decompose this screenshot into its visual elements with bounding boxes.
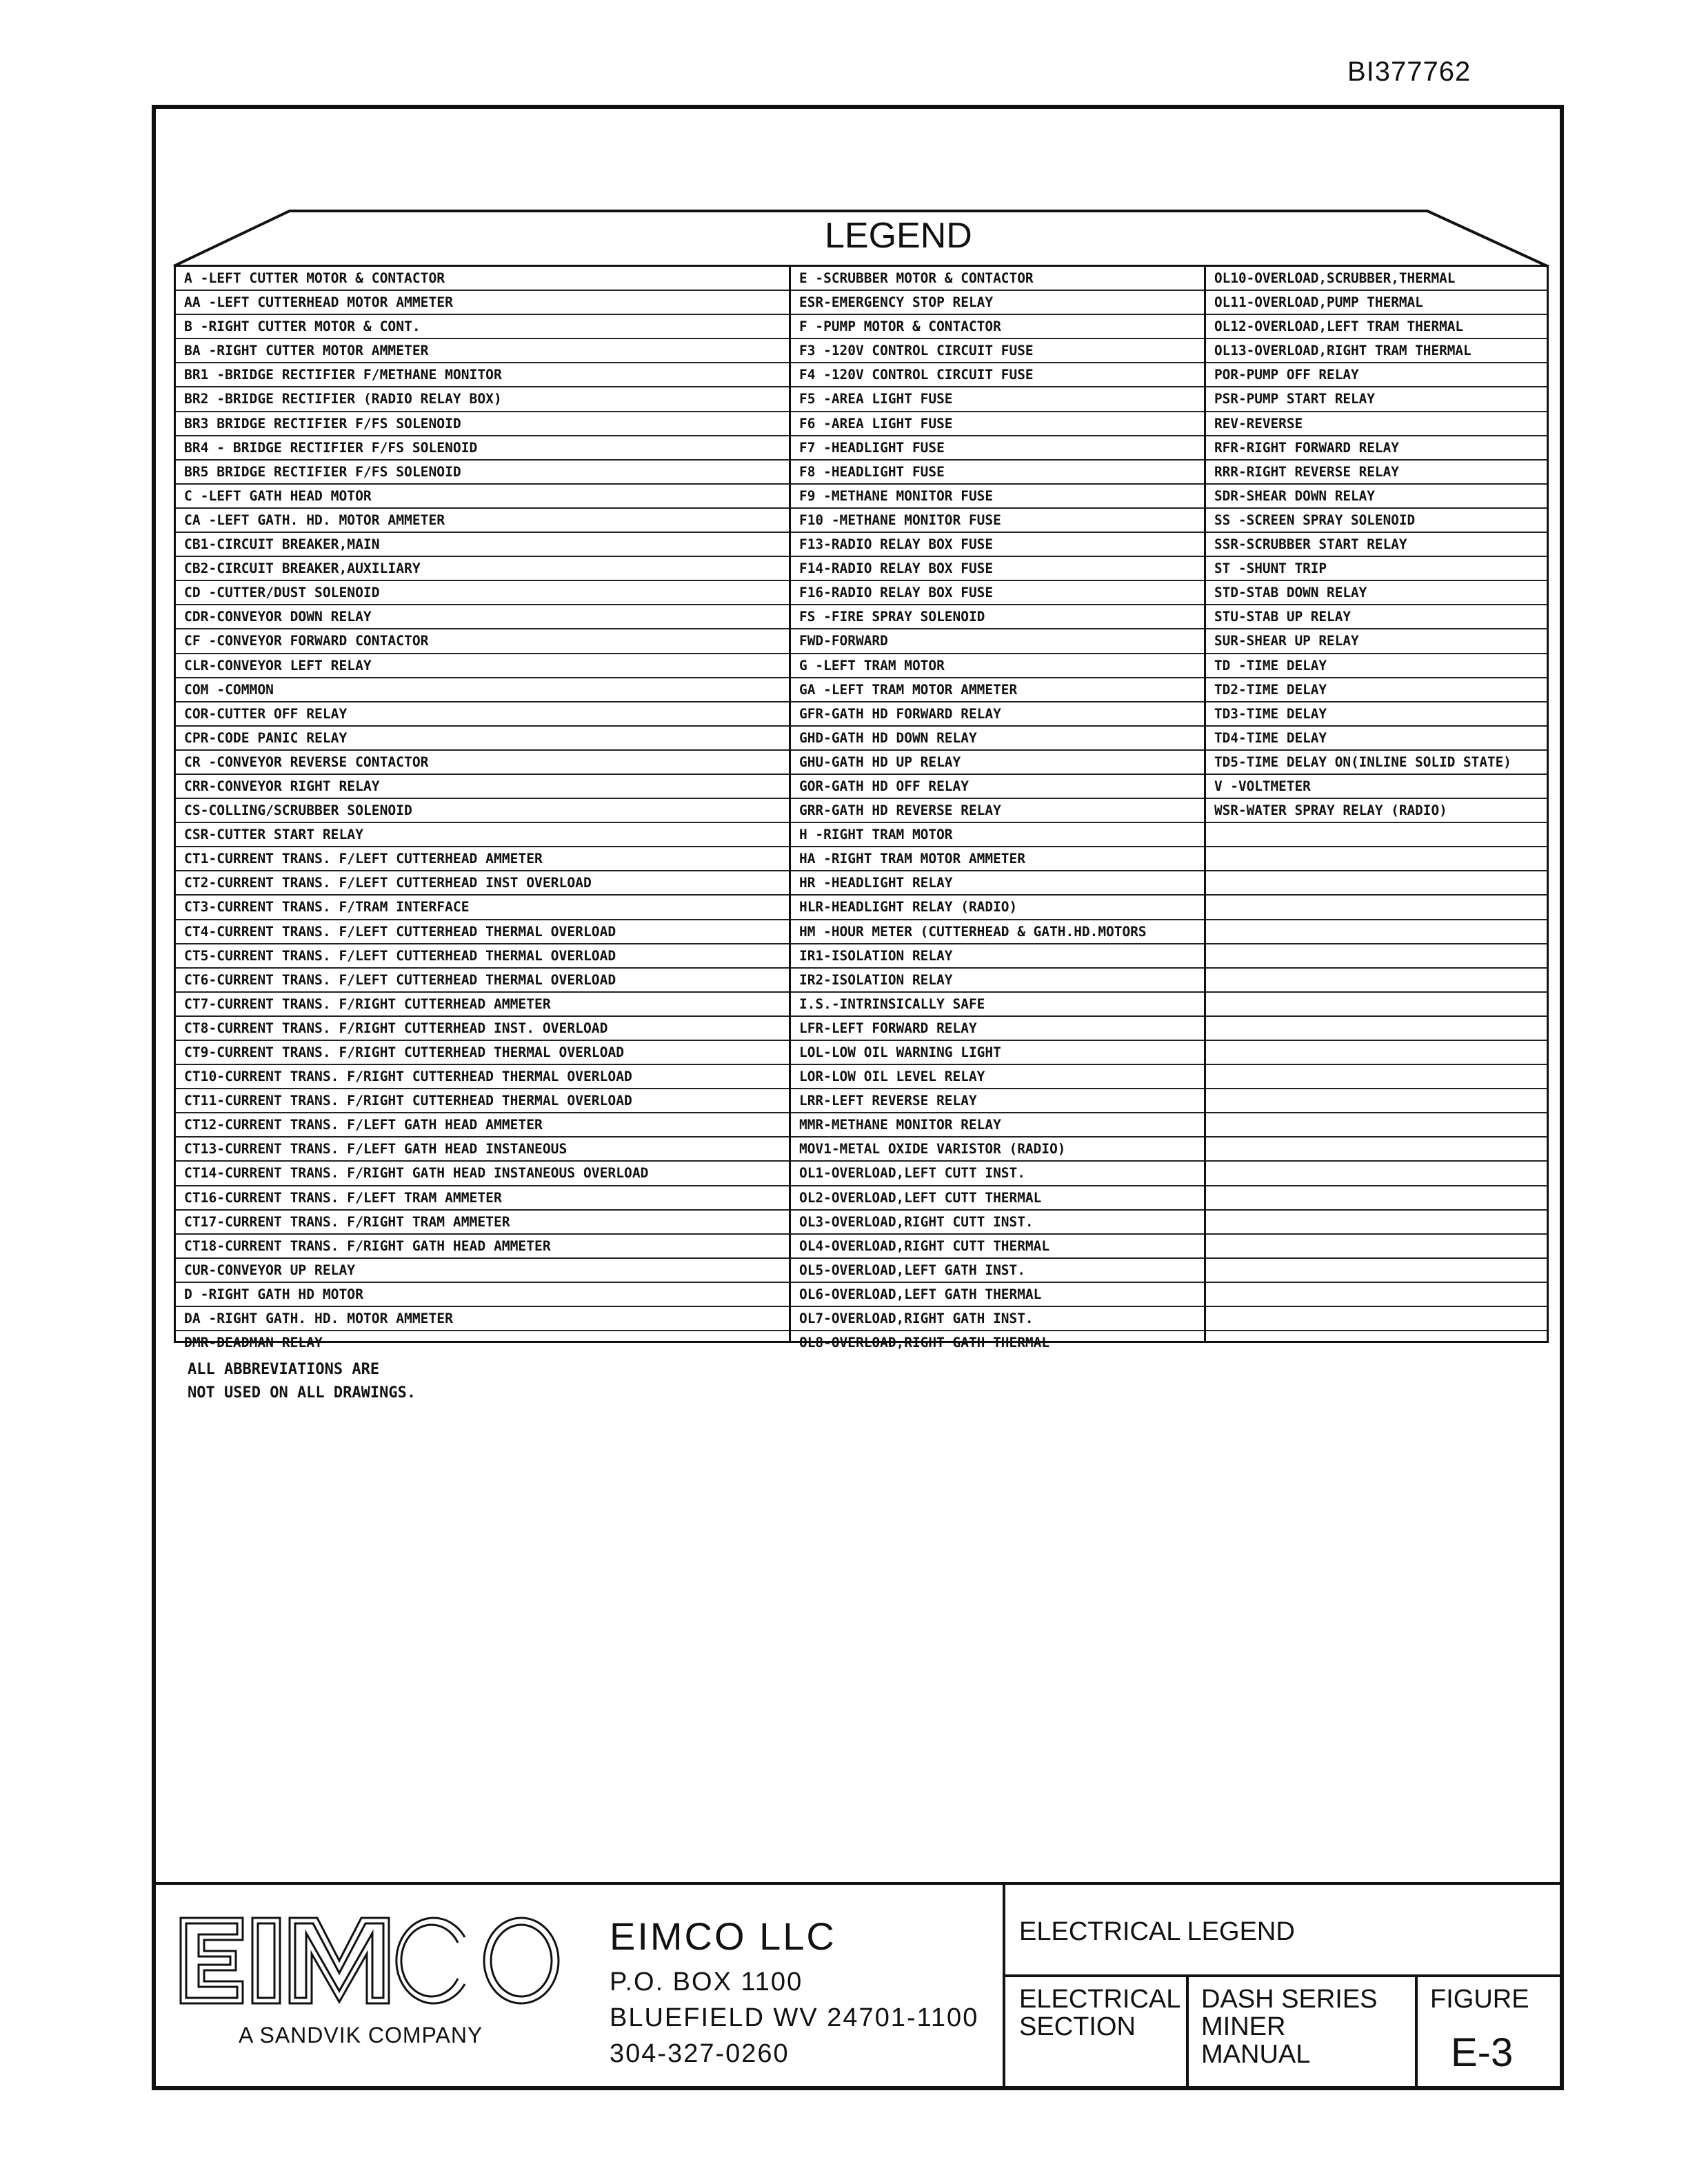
legend-column-1: [176, 267, 791, 1351]
legend-entry: CLR-CONVEYOR LEFT RELAY: [176, 654, 789, 678]
legend-entry: CT5-CURRENT TRANS. F/LEFT CUTTERHEAD THERMAL OVERLOAD: [176, 944, 789, 969]
figure-number: E-3: [1451, 2030, 1514, 2075]
legend-entry: HA -RIGHT TRAM MOTOR AMMETER: [791, 847, 1204, 871]
legend-entry: WSR-WATER SPRAY RELAY (RADIO): [1206, 799, 1547, 823]
legend-entry: RFR-RIGHT FORWARD RELAY: [1206, 436, 1547, 461]
legend-entry: HM -HOUR METER (CUTTERHEAD & GATH.HD.MOTORS: [791, 920, 1204, 944]
legend-entry: ST -SHUNT TRIP: [1206, 557, 1547, 581]
legend-entry: OL6-OVERLOAD,LEFT GATH THERMAL: [791, 1283, 1204, 1307]
legend-entry: LRR-LEFT REVERSE RELAY: [791, 1089, 1204, 1113]
legend-entry: MOV1-METAL OXIDE VARISTOR (RADIO): [791, 1138, 1204, 1162]
legend-entry: SDR-SHEAR DOWN RELAY: [1206, 485, 1547, 509]
title-block-divider: [1003, 1974, 1560, 1977]
legend-entry: PSR-PUMP START RELAY: [1206, 387, 1547, 412]
phone-number: 304-327-0260: [610, 2039, 790, 2068]
legend-entry: CT10-CURRENT TRANS. F/RIGHT CUTTERHEAD THERMAL OVERLOAD: [176, 1065, 789, 1089]
legend-entry: F3 -120V CONTROL CIRCUIT FUSE: [791, 339, 1204, 363]
legend-entry: F13-RADIO RELAY BOX FUSE: [791, 533, 1204, 557]
legend-entry: OL10-OVERLOAD,SCRUBBER,THERMAL: [1206, 267, 1547, 291]
legend-entry: [1206, 1235, 1547, 1259]
legend-entry: CUR-CONVEYOR UP RELAY: [176, 1259, 789, 1283]
legend-entry: RRR-RIGHT REVERSE RELAY: [1206, 461, 1547, 485]
legend-entry: CT2-CURRENT TRANS. F/LEFT CUTTERHEAD INST OVERLOAD: [176, 871, 789, 896]
drawing-title: ELECTRICAL LEGEND: [1019, 1917, 1295, 1946]
company-name: EIMCO LLC: [610, 1914, 836, 1958]
legend-entry: [1206, 920, 1547, 944]
legend-entry: TD4-TIME DELAY: [1206, 727, 1547, 751]
legend-entry: [1206, 896, 1547, 920]
legend-entry: [1206, 847, 1547, 871]
legend-entry: F5 -AREA LIGHT FUSE: [791, 387, 1204, 412]
legend-entry: ESR-EMERGENCY STOP RELAY: [791, 291, 1204, 315]
legend-entry: E -SCRUBBER MOTOR & CONTACTOR: [791, 267, 1204, 291]
legend-entry: [1206, 1041, 1547, 1065]
title-block-divider: [1186, 1974, 1189, 2089]
legend-entry: BR2 -BRIDGE RECTIFIER (RADIO RELAY BOX): [176, 387, 789, 412]
legend-entry: CT3-CURRENT TRANS. F/TRAM INTERFACE: [176, 896, 789, 920]
legend-entry: FS -FIRE SPRAY SOLENOID: [791, 605, 1204, 629]
legend-entry: [1206, 1186, 1547, 1211]
legend-entry: SS -SCREEN SPRAY SOLENOID: [1206, 509, 1547, 533]
legend-entry: [1206, 1307, 1547, 1331]
legend-entry: CB2-CIRCUIT BREAKER,AUXILIARY: [176, 557, 789, 581]
legend-entry: CT9-CURRENT TRANS. F/RIGHT CUTTERHEAD THERMAL OVERLOAD: [176, 1041, 789, 1065]
legend-entry: [1206, 1017, 1547, 1041]
legend-entry: CT4-CURRENT TRANS. F/LEFT CUTTERHEAD THERMAL OVERLOAD: [176, 920, 789, 944]
legend-entry: OL3-OVERLOAD,RIGHT CUTT INST.: [791, 1211, 1204, 1235]
legend-entry: LOR-LOW OIL LEVEL RELAY: [791, 1065, 1204, 1089]
legend-entry: OL2-OVERLOAD,LEFT CUTT THERMAL: [791, 1186, 1204, 1211]
legend-entry: [1206, 1211, 1547, 1235]
legend-entry: [1206, 1113, 1547, 1138]
legend-entry: TD2-TIME DELAY: [1206, 678, 1547, 702]
legend-entry: OL4-OVERLOAD,RIGHT CUTT THERMAL: [791, 1235, 1204, 1259]
legend-entry: [1206, 1089, 1547, 1113]
legend-entry: COM -COMMON: [176, 678, 789, 702]
legend-entry: CT16-CURRENT TRANS. F/LEFT TRAM AMMETER: [176, 1186, 789, 1211]
legend-entry: CDR-CONVEYOR DOWN RELAY: [176, 605, 789, 629]
legend-entry: CD -CUTTER/DUST SOLENOID: [176, 581, 789, 605]
legend-entry: CR -CONVEYOR REVERSE CONTACTOR: [176, 751, 789, 775]
legend-entry: GHD-GATH HD DOWN RELAY: [791, 727, 1204, 751]
legend-entry: CT6-CURRENT TRANS. F/LEFT CUTTERHEAD THERMAL OVERLOAD: [176, 969, 789, 993]
legend-entry: GOR-GATH HD OFF RELAY: [791, 775, 1204, 799]
legend-entry: F8 -HEADLIGHT FUSE: [791, 461, 1204, 485]
legend-entry: CT18-CURRENT TRANS. F/RIGHT GATH HEAD AMMETER: [176, 1235, 789, 1259]
legend-entry: [1206, 1283, 1547, 1307]
legend-entry: F9 -METHANE MONITOR FUSE: [791, 485, 1204, 509]
legend-entry: CT12-CURRENT TRANS. F/LEFT GATH HEAD AMMETER: [176, 1113, 789, 1138]
legend-column-2: [791, 267, 1206, 1351]
legend-entry: BA -RIGHT CUTTER MOTOR AMMETER: [176, 339, 789, 363]
legend-entry: F14-RADIO RELAY BOX FUSE: [791, 557, 1204, 581]
address-line: BLUEFIELD WV 24701-1100: [610, 2003, 979, 2032]
legend-entry: [1206, 1138, 1547, 1162]
legend-entry: F16-RADIO RELAY BOX FUSE: [791, 581, 1204, 605]
legend-entry: GFR-GATH HD FORWARD RELAY: [791, 702, 1204, 727]
legend-entry: BR4 - BRIDGE RECTIFIER F/FS SOLENOID: [176, 436, 789, 461]
legend-entry: [1206, 993, 1547, 1017]
legend-entry: F6 -AREA LIGHT FUSE: [791, 412, 1204, 436]
legend-entry: CRR-CONVEYOR RIGHT RELAY: [176, 775, 789, 799]
legend-entry: MMR-METHANE MONITOR RELAY: [791, 1113, 1204, 1138]
legend-entry: CB1-CIRCUIT BREAKER,MAIN: [176, 533, 789, 557]
legend-entry: CT1-CURRENT TRANS. F/LEFT CUTTERHEAD AMMETER: [176, 847, 789, 871]
legend-entry: BR5 BRIDGE RECTIFIER F/FS SOLENOID: [176, 461, 789, 485]
note-line: NOT USED ON ALL DRAWINGS.: [188, 1384, 416, 1402]
legend-entry: OL1-OVERLOAD,LEFT CUTT INST.: [791, 1162, 1204, 1186]
legend-entry: LFR-LEFT FORWARD RELAY: [791, 1017, 1204, 1041]
legend-entry: G -LEFT TRAM MOTOR: [791, 654, 1204, 678]
legend-entry: TD5-TIME DELAY ON(INLINE SOLID STATE): [1206, 751, 1547, 775]
note-line: ALL ABBREVIATIONS ARE: [188, 1361, 380, 1378]
legend-entry: CT14-CURRENT TRANS. F/RIGHT GATH HEAD INSTANEOUS OVERLOAD: [176, 1162, 789, 1186]
legend-entry: F10 -METHANE MONITOR FUSE: [791, 509, 1204, 533]
legend-entry: OL11-OVERLOAD,PUMP THERMAL: [1206, 291, 1547, 315]
legend-entry: A -LEFT CUTTER MOTOR & CONTACTOR: [176, 267, 789, 291]
legend-entry: CT11-CURRENT TRANS. F/RIGHT CUTTERHEAD THERMAL OVERLOAD: [176, 1089, 789, 1113]
legend-entry: COR-CUTTER OFF RELAY: [176, 702, 789, 727]
legend-entry: CS-COLLING/SCRUBBER SOLENOID: [176, 799, 789, 823]
logo-subtitle: A SANDVIK COMPANY: [239, 2023, 483, 2048]
figure-label: FIGURE: [1430, 1985, 1529, 2014]
legend-entry: GRR-GATH HD REVERSE RELAY: [791, 799, 1204, 823]
legend-entry: [1206, 823, 1547, 847]
legend-table: [174, 265, 1549, 1351]
legend-entry: CT7-CURRENT TRANS. F/RIGHT CUTTERHEAD AMMETER: [176, 993, 789, 1017]
legend-entry: CT17-CURRENT TRANS. F/RIGHT TRAM AMMETER: [176, 1211, 789, 1235]
legend-entry: HLR-HEADLIGHT RELAY (RADIO): [791, 896, 1204, 920]
legend-entry: [1206, 969, 1547, 993]
legend-entry: CT13-CURRENT TRANS. F/LEFT GATH HEAD INSTANEOUS: [176, 1138, 789, 1162]
legend-title: LEGEND: [825, 216, 972, 256]
eimco-logo: [177, 1912, 563, 2009]
legend-entry: SSR-SCRUBBER START RELAY: [1206, 533, 1547, 557]
legend-entry: TD -TIME DELAY: [1206, 654, 1547, 678]
legend-entry: B -RIGHT CUTTER MOTOR & CONT.: [176, 315, 789, 339]
legend-entry: CT8-CURRENT TRANS. F/RIGHT CUTTERHEAD INST. OVERLOAD: [176, 1017, 789, 1041]
legend-entry: GA -LEFT TRAM MOTOR AMMETER: [791, 678, 1204, 702]
legend-entry: LOL-LOW OIL WARNING LIGHT: [791, 1041, 1204, 1065]
legend-entry: [1206, 871, 1547, 896]
title-block-divider: [1415, 1974, 1418, 2089]
legend-entry: CA -LEFT GATH. HD. MOTOR AMMETER: [176, 509, 789, 533]
legend-entry: IR2-ISOLATION RELAY: [791, 969, 1204, 993]
legend-entry: C -LEFT GATH HEAD MOTOR: [176, 485, 789, 509]
section-label: ELECTRICAL SECTION: [1019, 1985, 1181, 2041]
legend-entry: OL5-OVERLOAD,LEFT GATH INST.: [791, 1259, 1204, 1283]
legend-entry: D -RIGHT GATH HD MOTOR: [176, 1283, 789, 1307]
legend-entry: CSR-CUTTER START RELAY: [176, 823, 789, 847]
legend-entry: DA -RIGHT GATH. HD. MOTOR AMMETER: [176, 1307, 789, 1331]
legend-entry: GHU-GATH HD UP RELAY: [791, 751, 1204, 775]
legend-entry: OL12-OVERLOAD,LEFT TRAM THERMAL: [1206, 315, 1547, 339]
legend-entry: IR1-ISOLATION RELAY: [791, 944, 1204, 969]
legend-entry: POR-PUMP OFF RELAY: [1206, 363, 1547, 387]
legend-entry: DMR-DEADMAN RELAY: [184, 1335, 323, 1351]
legend-entry: OL8-OVERLOAD,RIGHT GATH THERMAL: [799, 1335, 1050, 1351]
legend-entry: STD-STAB DOWN RELAY: [1206, 581, 1547, 605]
legend-entry: BR1 -BRIDGE RECTIFIER F/METHANE MONITOR: [176, 363, 789, 387]
title-block-divider: [1003, 1885, 1005, 2089]
legend-entry: FWD-FORWARD: [791, 629, 1204, 654]
legend-entry: [1206, 1331, 1547, 1355]
legend-column-3: [1206, 267, 1547, 1341]
legend-entry: I.S.-INTRINSICALLY SAFE: [791, 993, 1204, 1017]
abbreviation-note: [188, 1358, 416, 1405]
legend-entry: [1206, 1162, 1547, 1186]
document-id: BI377762: [1347, 57, 1471, 87]
legend-entry: BR3 BRIDGE RECTIFIER F/FS SOLENOID: [176, 412, 789, 436]
legend-entry: [1206, 944, 1547, 969]
legend-entry: AA -LEFT CUTTERHEAD MOTOR AMMETER: [176, 291, 789, 315]
legend-entry: STU-STAB UP RELAY: [1206, 605, 1547, 629]
legend-entry: OL7-OVERLOAD,RIGHT GATH INST.: [791, 1307, 1204, 1331]
legend-entry: SUR-SHEAR UP RELAY: [1206, 629, 1547, 654]
legend-entry: F -PUMP MOTOR & CONTACTOR: [791, 315, 1204, 339]
legend-entry: REV-REVERSE: [1206, 412, 1547, 436]
legend-entry: OL13-OVERLOAD,RIGHT TRAM THERMAL: [1206, 339, 1547, 363]
title-block: [156, 1882, 1560, 2086]
legend-entry: TD3-TIME DELAY: [1206, 702, 1547, 727]
legend-entry: [1206, 1259, 1547, 1283]
address-line: P.O. BOX 1100: [610, 1968, 803, 1996]
legend-entry: CF -CONVEYOR FORWARD CONTACTOR: [176, 629, 789, 654]
legend-entry: CPR-CODE PANIC RELAY: [176, 727, 789, 751]
legend-entry: F4 -120V CONTROL CIRCUIT FUSE: [791, 363, 1204, 387]
manual-label: DASH SERIES MINER MANUAL: [1201, 1985, 1378, 2069]
legend-entry: H -RIGHT TRAM MOTOR: [791, 823, 1204, 847]
legend-entry: [1206, 1065, 1547, 1089]
legend-entry: HR -HEADLIGHT RELAY: [791, 871, 1204, 896]
legend-entry: F7 -HEADLIGHT FUSE: [791, 436, 1204, 461]
legend-entry: V -VOLTMETER: [1206, 775, 1547, 799]
